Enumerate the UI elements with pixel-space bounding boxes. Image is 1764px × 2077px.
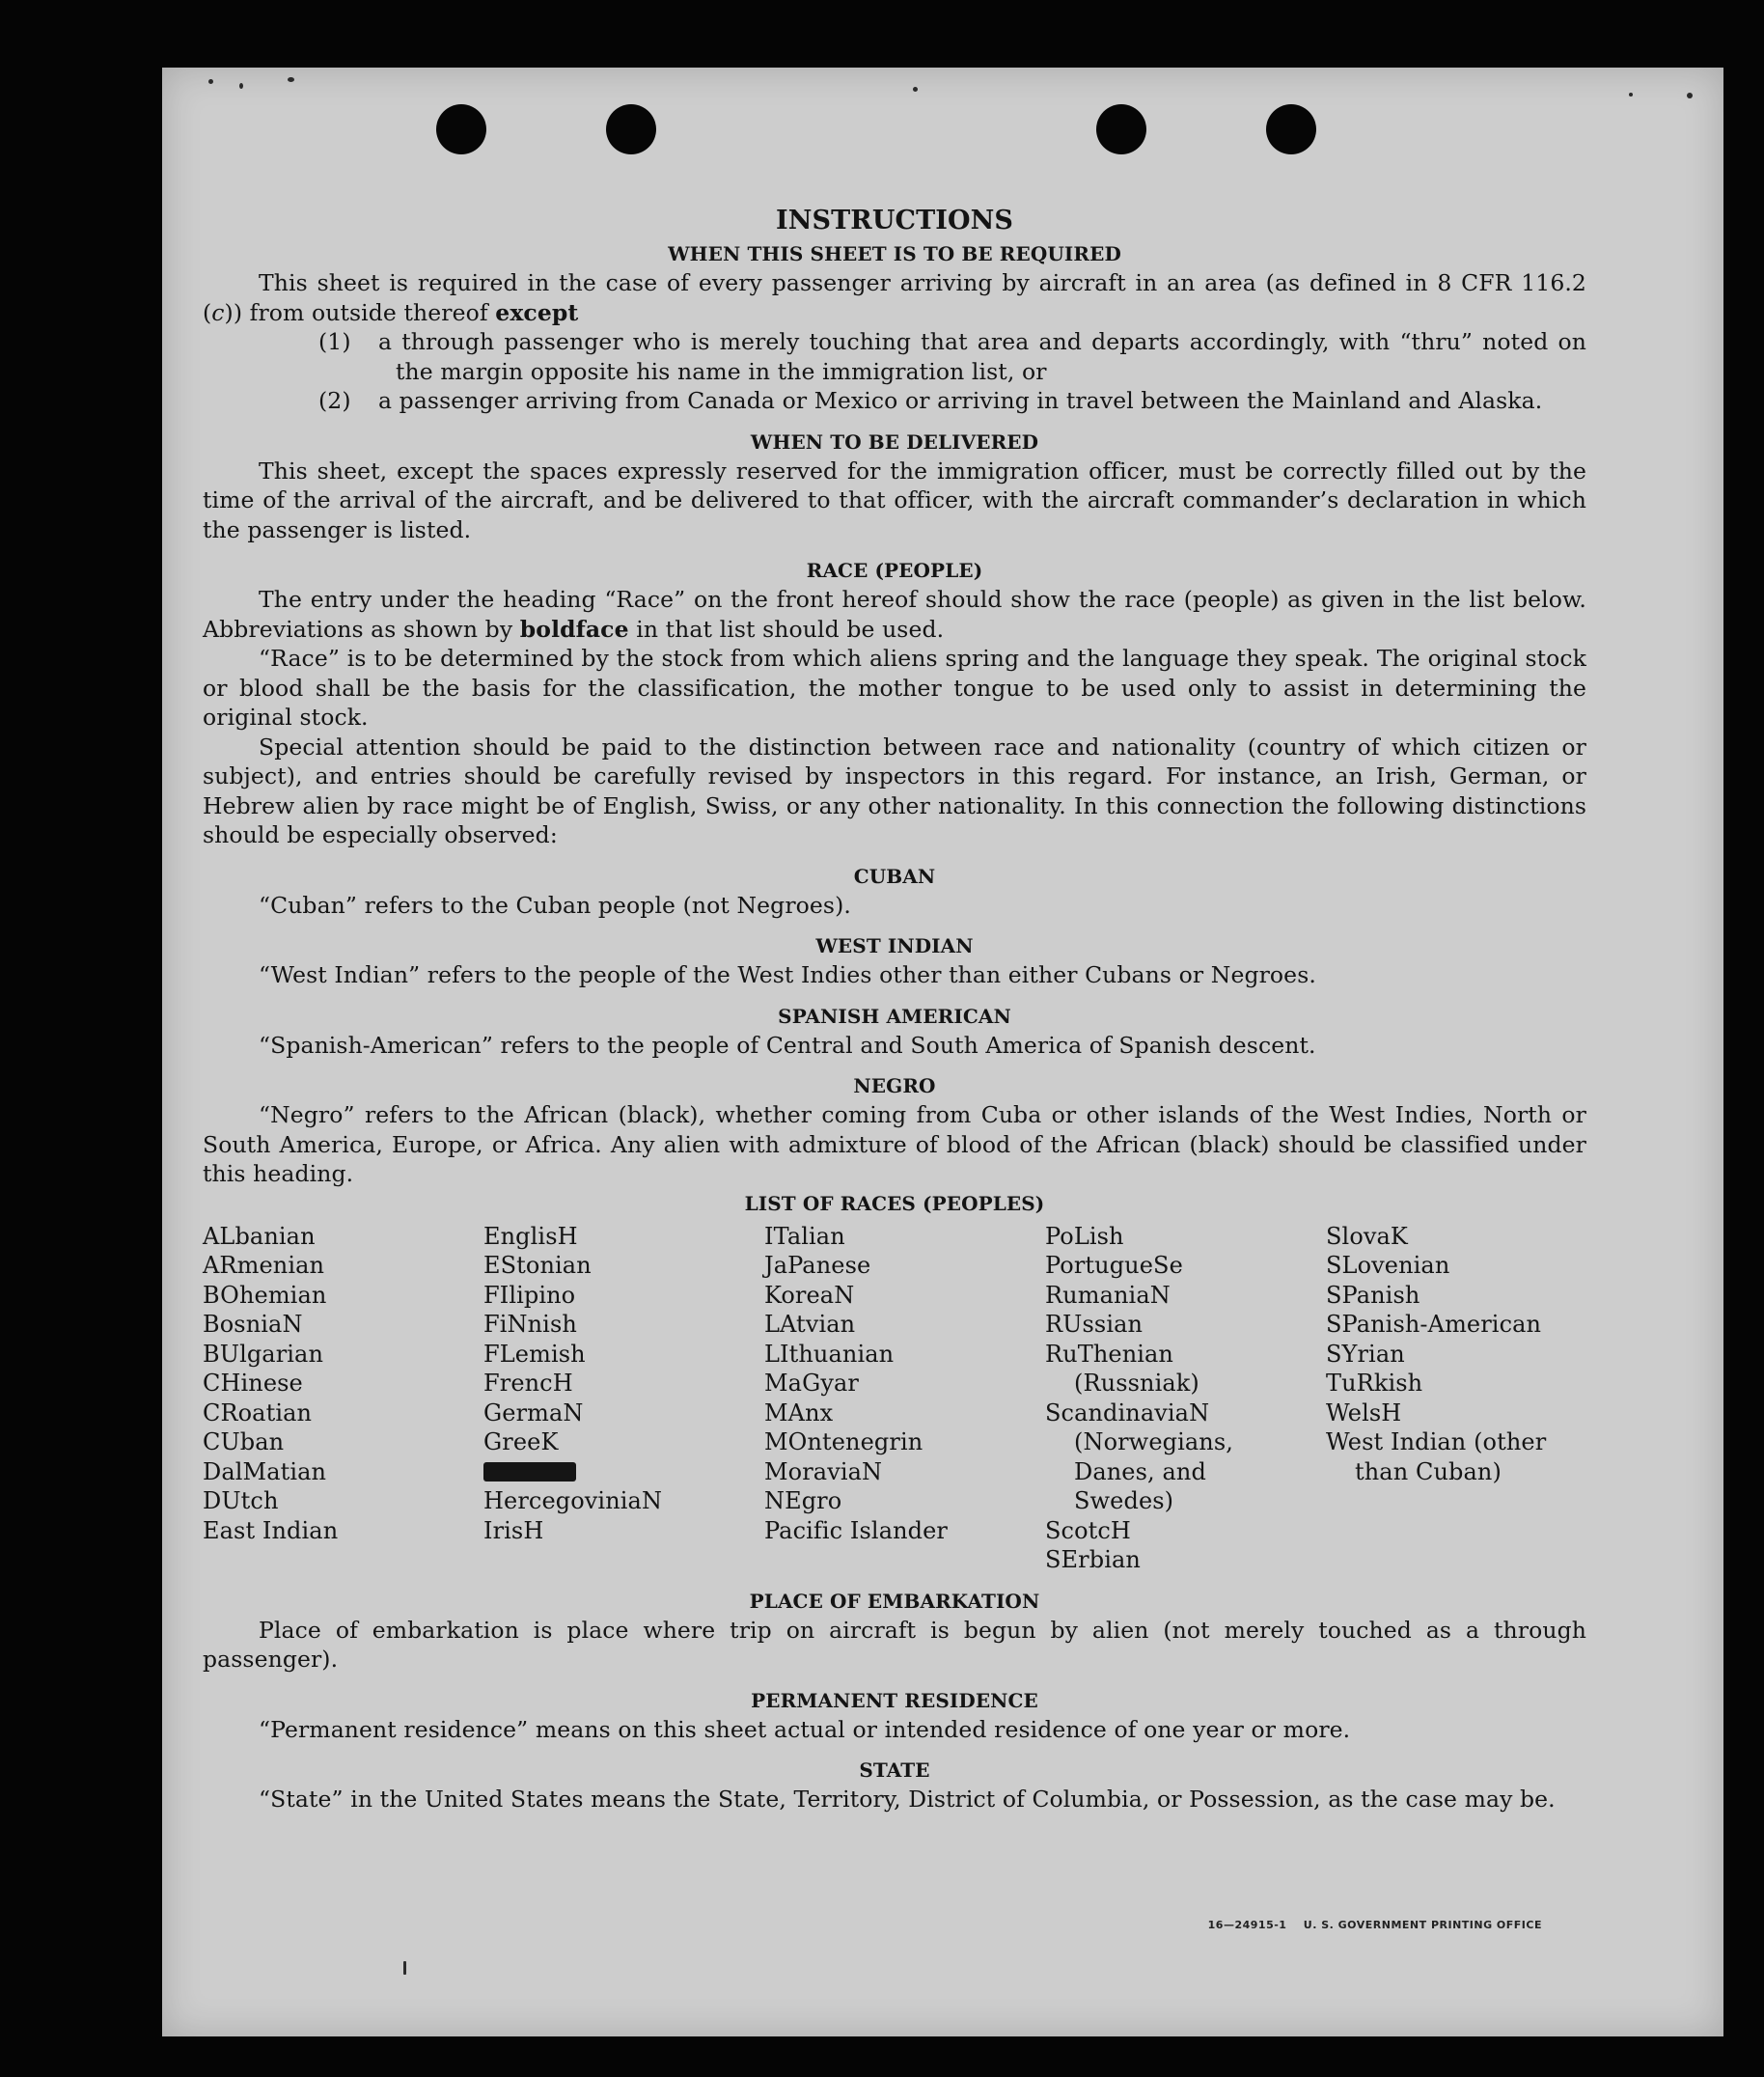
race-entry: PortugueSe xyxy=(1045,1252,1183,1279)
race-entry: SYrian xyxy=(1326,1340,1405,1368)
race-entry: GermaN xyxy=(483,1399,584,1426)
speck xyxy=(239,83,243,89)
race-entry: SPanish-American xyxy=(1326,1311,1542,1338)
race-entry: West Indian (other than Cuban) xyxy=(1326,1428,1547,1485)
race-entry: SPanish xyxy=(1326,1281,1420,1309)
west-indian-text: “West Indian” refers to the people of the West Indies other than either Cubans or Negroes. xyxy=(259,961,1316,988)
heading-permanent-residence: PERMANENT RESIDENCE xyxy=(751,1688,1038,1712)
instructions-body xyxy=(203,205,1586,1814)
race-entry: MAnx xyxy=(764,1399,834,1426)
race-entry: BosniaN xyxy=(203,1311,303,1338)
race-entry: East Indian xyxy=(203,1516,339,1544)
race-list xyxy=(203,1222,1586,1575)
exception-item: (2) a passenger arriving from Canada or Mexico or arriving in travel between the Mainland and Alaska. xyxy=(318,387,1543,414)
race-entry: NEgro xyxy=(764,1487,842,1514)
race-entry: MOntenegrin xyxy=(764,1428,923,1455)
race-entry: ARmenian xyxy=(203,1252,325,1279)
spanish-american-text: “Spanish-American” refers to the people of Central and South America of Spanish descent. xyxy=(259,1031,1316,1059)
embarkation-text: Place of embarkation is place where trip on aircraft is begun by alien (not merely touched as a through passenger). xyxy=(203,1616,1586,1673)
document-page xyxy=(162,68,1723,2036)
race-entry: RumaniaN xyxy=(1045,1281,1171,1309)
form-number: 16—24915-1 xyxy=(1207,1919,1287,1931)
punch-hole xyxy=(606,104,656,154)
heading-state: STATE xyxy=(859,1759,930,1782)
when-required-intro: This sheet is required in the case of every passenger arriving by aircraft in an area (as defined in 8 CFR 116.2 (c)) from outside thereof except xyxy=(203,269,1586,326)
race-entry: SlovaK xyxy=(1326,1222,1408,1250)
heading-when-required: WHEN THIS SHEET IS TO BE REQUIRED xyxy=(668,242,1121,265)
heading-when-delivered: WHEN TO BE DELIVERED xyxy=(750,429,1039,454)
race-entry: EnglisH xyxy=(483,1222,578,1250)
race-entry: DalMatian xyxy=(203,1457,327,1485)
race-entry: ITalian xyxy=(764,1222,845,1250)
heading-negro: NEGRO xyxy=(853,1074,936,1097)
residence-text: “Permanent residence” means on this sheet actual or intended residence of one year or more. xyxy=(259,1715,1351,1743)
race-entry: TuRkish xyxy=(1326,1370,1423,1397)
exception-list xyxy=(318,327,1586,416)
race-entry: Pacific Islander xyxy=(764,1516,949,1544)
race-entry: SLovenian xyxy=(1326,1252,1450,1279)
race-column xyxy=(483,1222,744,1575)
race-entry: HercegoviniaN xyxy=(483,1487,663,1514)
race-entry: FiNnish xyxy=(483,1311,577,1338)
race-entry: IrisH xyxy=(483,1516,544,1544)
race-entry: MaGyar xyxy=(764,1370,859,1397)
heading-cuban: CUBAN xyxy=(853,864,936,888)
race-entry: JaPanese xyxy=(764,1252,871,1279)
exception-item: (1) a through passenger who is merely touching that area and departs accordingly, with “thru” noted on the margin opposite his name in the immigration list, or xyxy=(318,328,1586,385)
page-title: INSTRUCTIONS xyxy=(776,206,1013,235)
race-entry: BOhemian xyxy=(203,1281,327,1309)
when-delivered-text: This sheet, except the spaces expressly reserved for the immigration officer, must be correctly filled out by the time of the arrival of the aircraft, and be delivered to that officer, with the aircraft commander’s declaration in which the passenger is listed. xyxy=(203,457,1586,543)
heading-list-of-races: LIST OF RACES (PEOPLES) xyxy=(744,1191,1045,1215)
punch-hole xyxy=(436,104,486,154)
race-entry: CHinese xyxy=(203,1370,303,1397)
race-column xyxy=(1326,1222,1586,1575)
race-entry-redacted xyxy=(483,1457,744,1487)
negro-text: “Negro” refers to the African (black), whether coming from Cuba or other islands of the West Indies, North or South America, Europe, or Africa. Any alien with admixture of blood of the African (black) should be classified under this heading. xyxy=(203,1101,1586,1187)
race-entry: ScandinaviaN (Norwegians, Danes, and Swedes) xyxy=(1045,1399,1233,1514)
punch-hole xyxy=(1096,104,1146,154)
cuban-text: “Cuban” refers to the Cuban people (not Negroes). xyxy=(259,891,851,919)
speck xyxy=(1629,93,1633,97)
race-paragraph-2: “Race” is to be determined by the stock from which aliens spring and the language they speak. The original stock or blood shall be the basis for the classification, the mother tongue to be used only to assist in determining the original stock. xyxy=(203,645,1586,731)
redaction-mark xyxy=(483,1462,576,1482)
race-entry: DUtch xyxy=(203,1487,279,1514)
race-paragraph-3: Special attention should be paid to the distinction between race and nationality (country of which citizen or subject), and entries should be carefully revised by inspectors in this regard. For instance, an Irish, German, or Hebrew alien by race might be of English, Swiss, or any other nationality. In this connection the following distinctions should be especially observed: xyxy=(203,733,1586,848)
heading-west-indian: WEST INDIAN xyxy=(815,934,974,957)
race-entry: MoraviaN xyxy=(764,1457,883,1485)
race-entry: PoLish xyxy=(1045,1222,1124,1250)
race-column xyxy=(764,1222,1025,1575)
race-entry: WelsH xyxy=(1326,1399,1402,1426)
speck xyxy=(913,87,918,92)
race-column xyxy=(1045,1222,1306,1575)
race-entry: FrencH xyxy=(483,1370,573,1397)
race-column xyxy=(203,1222,463,1575)
race-entry: RUssian xyxy=(1045,1311,1144,1338)
race-entry: ALbanian xyxy=(203,1222,316,1250)
state-text: “State” in the United States means the State, Territory, District of Columbia, or Possession, as the case may be. xyxy=(259,1786,1556,1813)
race-entry: KoreaN xyxy=(764,1281,855,1309)
race-entry: BUlgarian xyxy=(203,1340,324,1368)
race-entry: ScotcH xyxy=(1045,1516,1131,1544)
speck xyxy=(1687,93,1693,98)
race-entry: LIthuanian xyxy=(764,1340,895,1368)
speck xyxy=(208,79,213,84)
race-entry: GreeK xyxy=(483,1428,559,1455)
race-entry: FLemish xyxy=(483,1340,586,1368)
speck xyxy=(288,77,294,82)
race-paragraph-1: The entry under the heading “Race” on the front hereof should show the race (people) as given in the list below. Abbreviations as shown by boldface in that list should be used. xyxy=(203,586,1586,643)
heading-spanish-american: SPANISH AMERICAN xyxy=(778,1004,1011,1028)
race-entry: LAtvian xyxy=(764,1311,856,1338)
race-entry: FIlipino xyxy=(483,1281,576,1309)
race-entry: RuThenian (Russniak) xyxy=(1045,1340,1199,1397)
printer-imprint xyxy=(1208,1919,1542,1931)
race-entry: SErbian xyxy=(1045,1546,1141,1573)
heading-embarkation: PLACE OF EMBARKATION xyxy=(749,1589,1040,1613)
race-entry: EStonian xyxy=(483,1252,592,1279)
race-entry: CUban xyxy=(203,1428,285,1455)
printing-office: U. S. GOVERNMENT PRINTING OFFICE xyxy=(1303,1919,1542,1931)
punch-hole xyxy=(1266,104,1316,154)
speck xyxy=(403,1961,406,1975)
heading-race: RACE (PEOPLE) xyxy=(806,559,983,582)
race-entry: CRoatian xyxy=(203,1399,313,1426)
